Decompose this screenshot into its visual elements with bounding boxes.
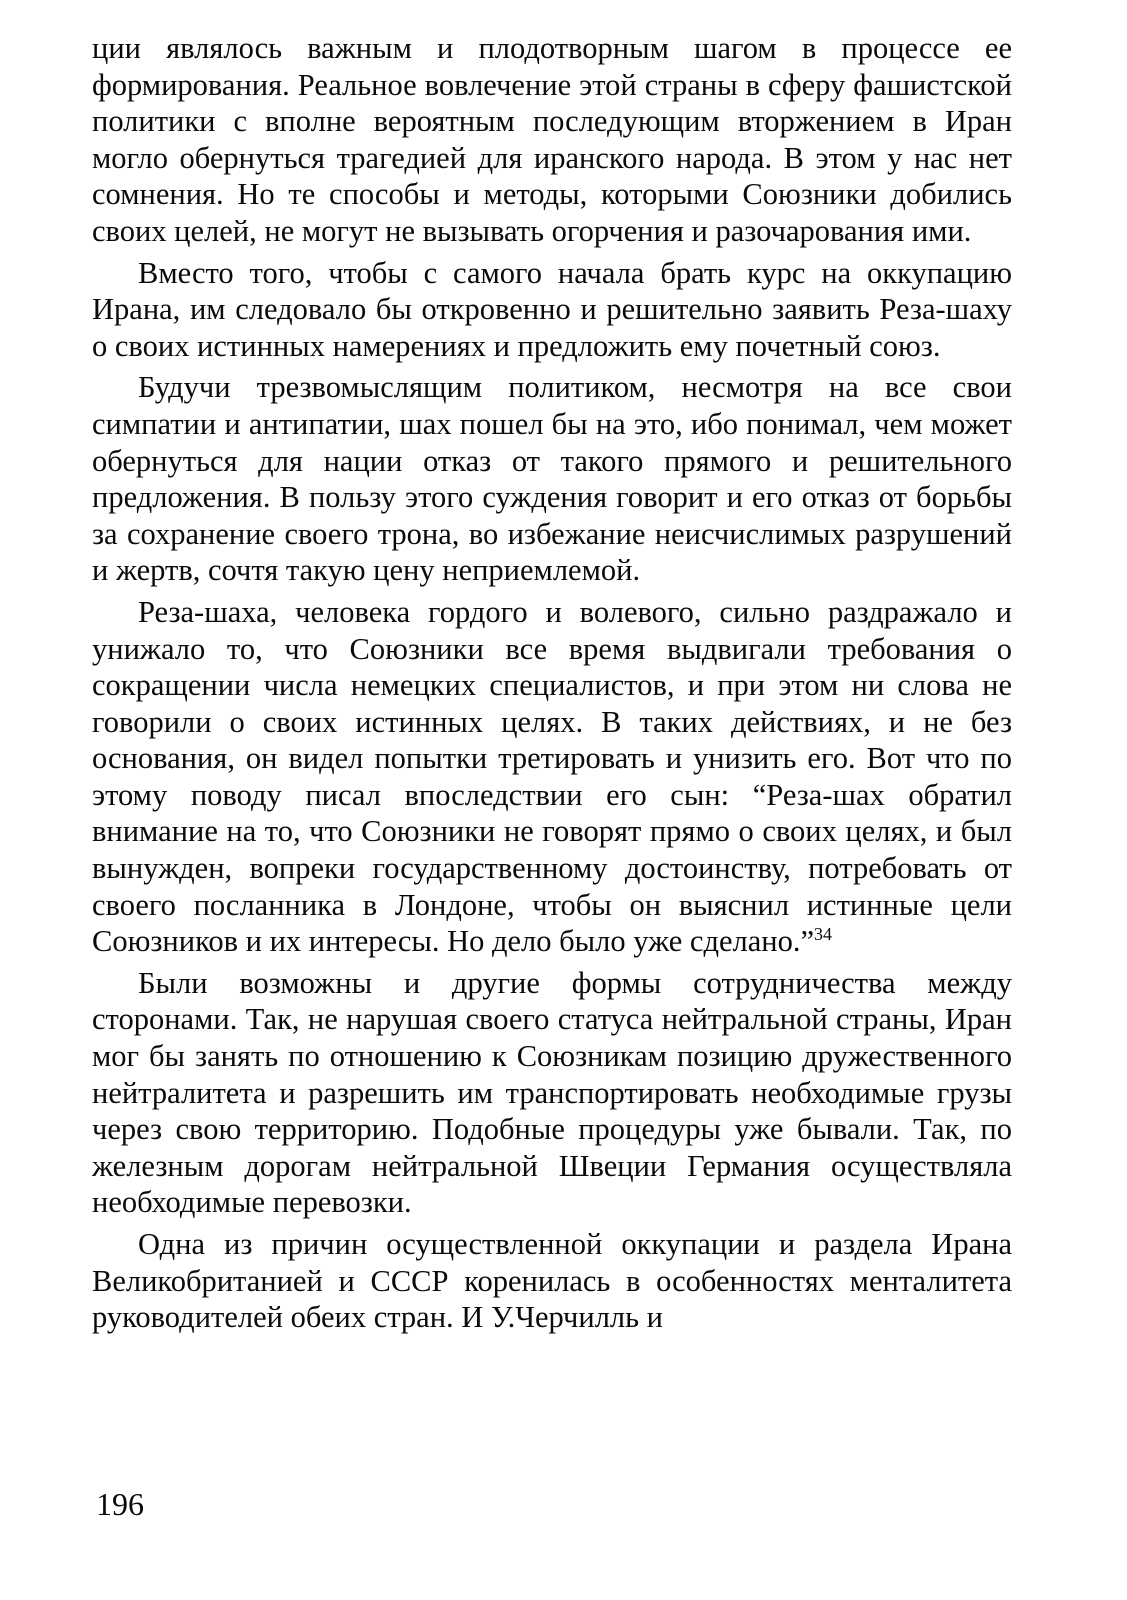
paragraph: Будучи трезвомыслящим политиком, несмотря на все свои симпатии и антипатии, шах пошел бы на это, ибо понимал, чем может обернуться для нации отказ от такого прямого и решительного предложения. В пользу этого суждения говорит и его отказ от борьбы за сохранение своего трона, во избежание неисчислимых разрушений и жертв, сочтя такую цену неприемлемой.: [92, 370, 1012, 588]
paragraph-text: Реза-шаха, человека гордого и волевого, сильно раздражало и унижало то, что Союзники все время выдвигали требования о сокращении числа немецких специалистов, и при этом ни слова не говорили о своих истинных целях. В таких действиях, и не без основания, он видел попытки третировать и унизить его. Вот что по этому поводу писал впоследствии его сын: “Реза-шах обратил внимание на то, что Союзники не говорят прямо о своих целях, и был вынужден, вопреки государственному достоинству, потребовать от своего посланника в Лондоне, чтобы он выяснил истинные цели Союзников и их интересы. Но дело было уже сделано.”: [92, 594, 1012, 959]
paragraph-continued: ции являлось важным и плодотворным шагом в процессе ее формирования. Реальное вовлечение этой страны в сферу фашистской политики с вполне вероятным последующим вторжением в Иран могло обернуться трагедией для иранского народа. В этом у нас нет сомнения. Но те способы и методы, которыми Союзники добились своих целей, не могут не вызывать огорчения и разочарования ими.: [92, 31, 1012, 248]
paragraph: Одна из причин осуществленной оккупации и раздела Ирана Великобританией и СССР коренилась в особенностях менталитета руководителей обеих стран. И У.Черчилль и: [92, 1227, 1012, 1335]
paragraph: Были возможны и другие формы сотрудничества между сторонами. Так, не нарушая своего статуса нейтральной страны, Иран мог бы занять по отношению к Союзникам позицию дружественного нейтралитета и разрешить им транспортировать необходимые грузы через свою территорию. Подобные процедуры уже бывали. Так, по железным дорогам нейтральной Швеции Германия осуществляла необходимые перевозки.: [92, 965, 1012, 1220]
page-number: 196: [96, 1486, 144, 1522]
paragraph: Вместо того, чтобы с самого начала брать курс на оккупацию Ирана, им следовало бы откровенно и решительно заявить Реза-шаху о своих истинных намерениях и предложить ему почетный союз.: [92, 255, 1012, 363]
paragraph-with-quote: [92, 594, 1012, 960]
footnote-reference: 34: [814, 924, 833, 945]
page-body: [92, 30, 1012, 1336]
